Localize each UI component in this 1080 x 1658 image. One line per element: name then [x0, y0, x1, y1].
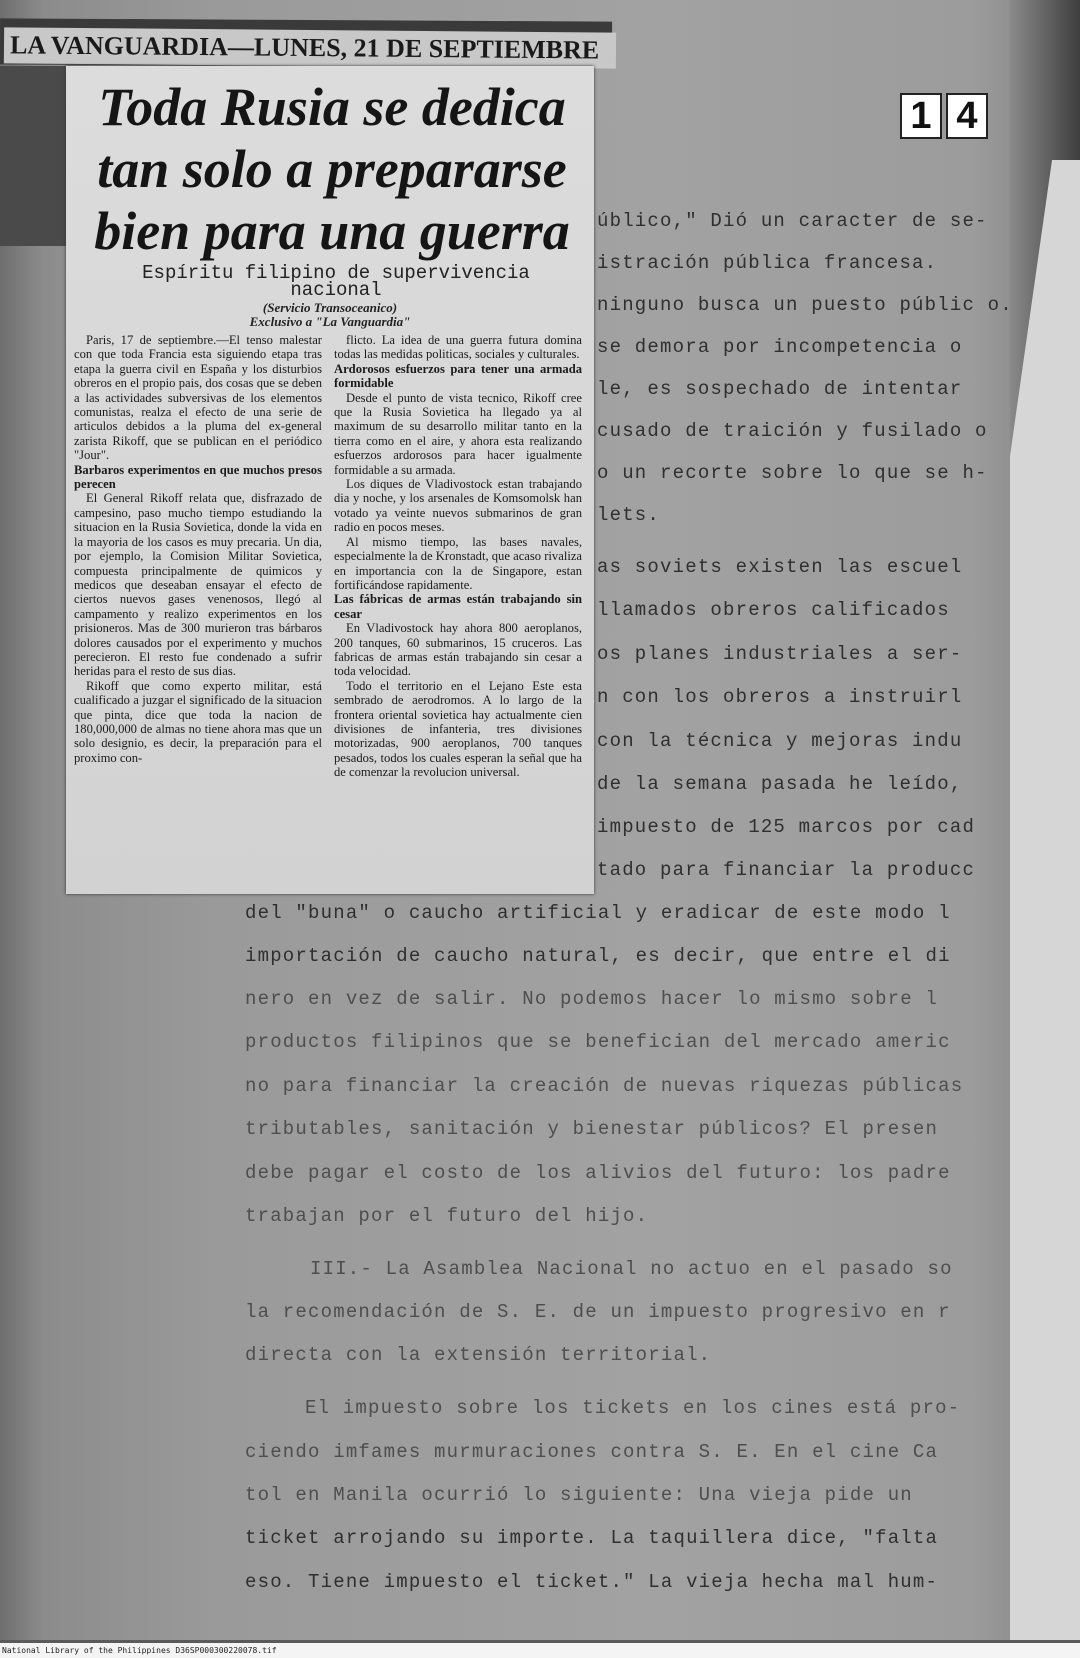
typed-line: se demora por incompetencia o: [597, 336, 963, 358]
article-paragraph: flicto. La idea de una guerra futura domina todas las medidas politicas, sociales y culturales.: [334, 333, 582, 362]
newspaper-header: LA VANGUARDIA—LUNES, 21 DE SEPTIEMBRE: [4, 27, 616, 68]
typed-line: tributables, sanitación y bienestar públicos? El presen: [245, 1118, 939, 1140]
page-number-label: [900, 93, 988, 137]
typed-line: la recomendación de S. E. de un impuesto progresivo en r: [245, 1301, 951, 1323]
article-paragraph: Al mismo tiempo, las bases navales, especialmente la de Kronstadt, que acaso rivaliza en importancia con la de Singapore, estan fortificándose rapidamente.: [334, 534, 582, 592]
typed-line: le, es sospechado de intentar: [597, 378, 963, 400]
typed-line: lets.: [597, 504, 661, 526]
exclusive-label: Exclusivo a "La Vanguardia": [249, 314, 411, 329]
article-paragraph: El General Rikoff relata que, disfrazado de campesino, paso mucho tiempo estudiando la situacion en la Rusia Sovietica, donde la vida en la mayoria de los casos es muy precaria. Un dia, por ejemplo, la Comision Militar Sovietica, compuesta principalmente de quimicos y medicos que deseaban ensayar el efecto de ciertos nuevos gases venenosos, llegó al campamento y realizo experimentos en los prisioneros. Mas de 300 murieron tras bárbaros dolores causados por el experimento y muchos perecieron. El resto fue condenado a sufrir heridas para el resto de sus dias.: [74, 491, 322, 679]
typed-line: istración pública francesa.: [597, 252, 938, 274]
article-paragraph: Los diques de Vladivostock estan trabajando dia y noche, y los arsenales de Komsomolsk han votado ya veinte nuevos submarinos de gran radio en pocos meses.: [334, 477, 582, 535]
clipping-left-shadow: [0, 66, 66, 246]
typed-line: debe pagar el costo de los alivios del futuro: los padre: [245, 1162, 951, 1184]
typed-line: ninguno busca un puesto públic o.: [597, 294, 1013, 316]
typed-line: impuesto de 125 marcos por cad: [597, 816, 976, 838]
archive-footer: National Library of the Philippines D36SP000300220078.tif: [0, 1643, 1080, 1658]
typed-line: tado para financiar la producc: [597, 859, 976, 881]
clipping-headline: Toda Rusia se dedica tan solo a prepararse bien para una guerra: [94, 77, 570, 261]
typed-line: o un recorte sobre lo que se h-: [597, 462, 988, 484]
typed-line: productos filipinos que se benefician del mercado americ: [245, 1031, 951, 1053]
article-paragraph: Todo el territorio en el Lejano Este esta sembrado de aerodromos. A lo largo de la frontera oriental sovietica hay actualmente cien divisiones de infanteria, tres divisiones motorizadas, 900 aeroplanos, 700 tanques pesados, todos los cuales esperan la señal que ha de comenzar la revolucion universal.: [334, 678, 582, 780]
typed-line: de la semana pasada he leído,: [597, 773, 963, 795]
typed-line: cusado de traición y fusilado o: [597, 420, 988, 442]
typed-line: III.- La Asamblea Nacional no actuo en el pasado so: [310, 1258, 953, 1280]
typed-line: ciendo imfames murmuraciones contra S. E. En el cine Ca: [245, 1441, 939, 1463]
typed-line: ticket arrojando su importe. La taquillera dice, "falta: [245, 1527, 939, 1549]
article-subheading: Las fábricas de armas están trabajando sin cesar: [334, 592, 582, 621]
newspaper-clipping: [66, 66, 594, 894]
typed-line: directa con la extensión territorial.: [245, 1344, 712, 1366]
article-column-2: [334, 333, 582, 780]
article-column-1: [74, 333, 322, 765]
typed-line: n con los obreros a instruirl: [597, 686, 963, 708]
page-number-digit: 1: [900, 93, 942, 139]
article-paragraph: Desde el punto de vista tecnico, Rikoff cree que la Rusia Sovietica ha llegado ya al maximum de su desarrollo militar tanto en la tierra como en el aire, y ahora esta realizando esfuerzos ardorosos para hacer igualmente formidable a su armada.: [334, 390, 582, 477]
typed-line: llamados obreros calificados: [597, 599, 950, 621]
service-label: (Servicio Transoceanico): [262, 300, 398, 315]
typed-line: El impuesto sobre los tickets en los cines está pro-: [305, 1397, 961, 1419]
clipping-byline: [66, 301, 594, 329]
article-paragraph: Paris, 17 de septiembre.—El tenso malestar con que toda Francia esta siguiendo etapa tras etapa la guerra civil en España y los disturbios obreros en el propio pais, dos cosas que se deben a las actividades subversivas de los elementos comunistas, realza el efecto de una serie de articulos debidos a la pluma del ex-general zarista Rikoff, que se publican en el periódico "Jour".: [74, 333, 322, 463]
typed-line: con la técnica y mejoras indu: [597, 730, 963, 752]
article-subheading: Ardorosos esfuerzos para tener una armada formidable: [334, 361, 582, 391]
typed-line: tol en Manila ocurrió lo siguiente: Una vieja pide un: [245, 1484, 913, 1506]
typed-line: as soviets existen las escuel: [597, 556, 963, 578]
page-number-digit: 4: [946, 93, 988, 139]
article-paragraph: Rikoff que como experto militar, está cualificado a juzgar el significado de la situacion que pinta, dice que toda la nacion de 180,000,000 de almas no tiene ahora mas que un solo designio, es decir, la preparación para el proximo con-: [74, 678, 322, 765]
article-subheading: Barbaros experimentos en que muchos presos perecen: [74, 462, 322, 492]
article-paragraph: En Vladivostock hay ahora 800 aeroplanos, 200 tanques, 60 submarinos, 15 cruceros. Las fabricas de armas están trabajando sin cesar a toda velocidad.: [334, 621, 582, 679]
typed-line: nero en vez de salir. No podemos hacer lo mismo sobre l: [245, 988, 939, 1010]
torn-paper-edge: [1010, 160, 1080, 1640]
typed-line: úblico," Dió un caracter de se-: [597, 210, 988, 232]
typed-line: trabajan por el futuro del hijo.: [245, 1205, 649, 1227]
typed-line: os planes industriales a ser-: [597, 643, 963, 665]
typed-line: importación de caucho natural, es decir, que entre el di: [245, 945, 951, 967]
clipping-subheadline: Espíritu filipino de supervivencia nacional: [142, 262, 530, 301]
typed-line: no para financiar la creación de nuevas riquezas públicas: [245, 1075, 964, 1097]
typed-line: del "buna" o caucho artificial y eradicar de este modo l: [245, 902, 951, 924]
typed-line: eso. Tiene impuesto el ticket." La vieja hecha mal hum-: [245, 1571, 939, 1593]
